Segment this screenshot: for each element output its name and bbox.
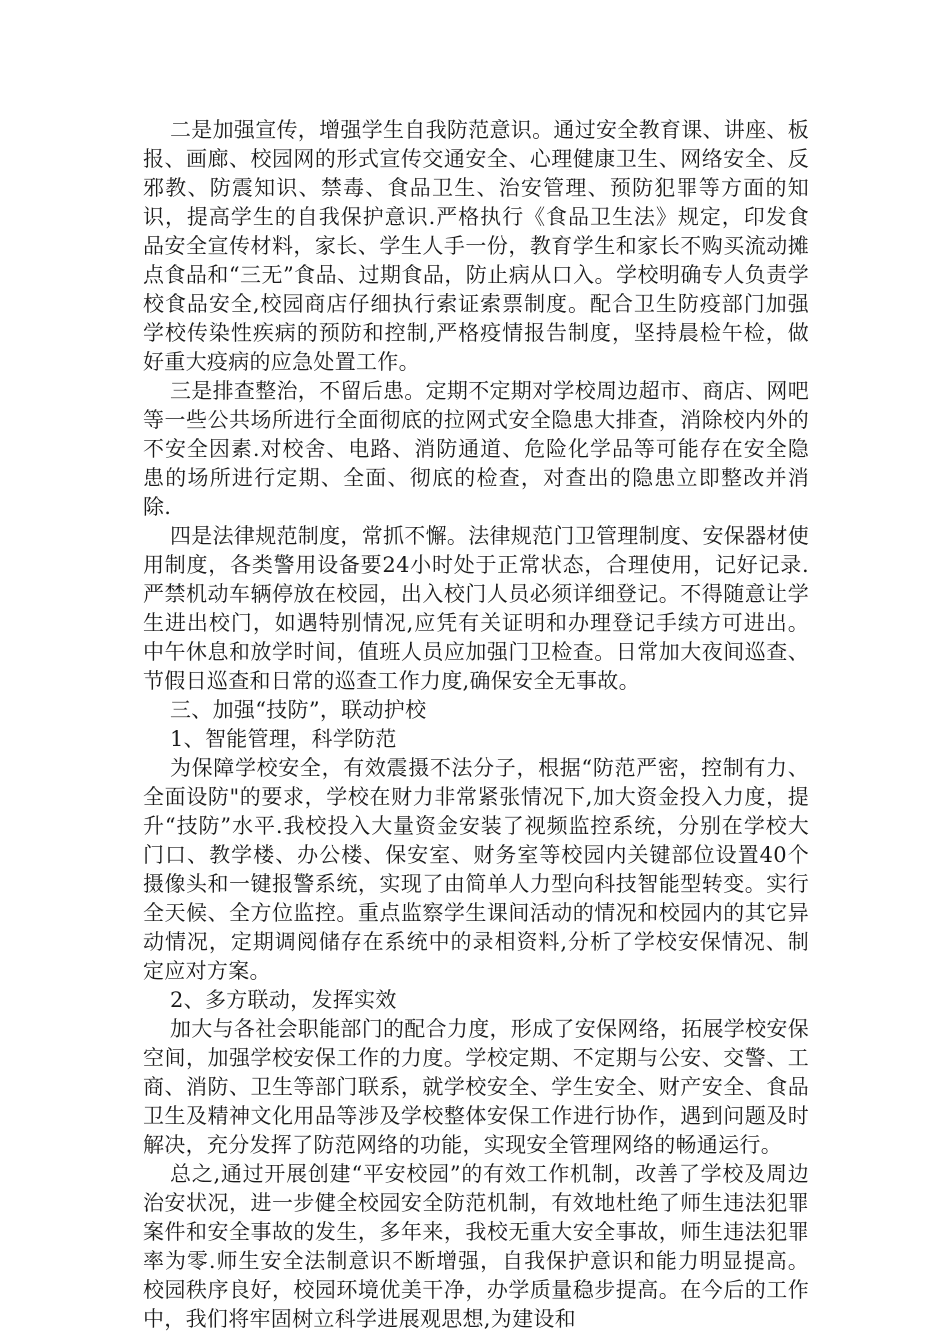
document-page [143,116,809,1334]
subheading-multi-party-linkage: 2、多方联动，发挥实效 [170,988,397,1012]
paragraph-surveillance: 为保障学校安全，有效震摄不法分子，根据“防范严密，控制有力、全面设防"的要求，学校在财力非常紧张情况下,加大资金投入力度，提升“技防”水平.我校投入大量资金安装了视频监控系统，分别在学校大门口、教学楼、办公楼、保安室、财务室等校园内关键部位设置40个摄像头和一键报警系统，实现了由简单人力型向科技智能型转变。实行全天候、全方位监控。重点监察学生课间活动的情况和校园内的其它异动情况，定期调阅储存在系统中的录相资料,分析了学校安保情况、制定应对方案。 [143,756,809,983]
paragraph-publicity: 二是加强宣传，增强学生自我防范意识。通过安全教育课、讲座、板报、画廊、校园网的形式宣传交通安全、心理健康卫生、网络安全、反邪教、防震知识、禁毒、食品卫生、治安管理、预防犯罪等方面的知识，提高学生的自我保护意识.严格执行《食品卫生法》规定，印发食品安全宣传材料，家长、学生人手一份，教育学生和家长不购买流动摊点食品和“三无”食品、过期食品，防止病从口入。学校明确专人负责学校食品安全,校园商店仔细执行索证索票制度。配合卫生防疫部门加强学校传染性疾病的预防和控制,严格疫情报告制度，坚持晨检午检，做好重大疫病的应急处置工作。 [143,118,809,374]
subheading-smart-management: 1、智能管理，科学防范 [170,727,397,751]
section-heading-tech-defense: 三、加强“技防”，联动护校 [170,698,427,722]
paragraph-inspection: 三是排查整治，不留后患。定期不定期对学校周边超市、商店、网吧等一些公共场所进行全面彻底的拉网式安全隐患大排查，消除校内外的不安全因素.对校舍、电路、消防通道、危险化学品等可能存在安全隐患的场所进行定期、全面、彻底的检查，对查出的隐患立即整改并消除. [143,379,809,519]
paragraph-regulations: 四是法律规范制度，常抓不懈。法律规范门卫管理制度、安保器材使用制度，各类警用设备要24小时处于正常状态，合理使用，记好记录.严禁机动车辆停放在校园，出入校门人员必须详细登记。不得随意让学生进出校门，如遇特别情况,应凭有关证明和办理登记手续方可进出。中午休息和放学时间，值班人员应加强门卫检查。日常加大夜间巡查、节假日巡查和日常的巡查工作力度,确保安全无事故。 [143,524,809,693]
paragraph-summary: 总之,通过开展创建“平安校园”的有效工作机制，改善了学校及周边治安状况，进一步健全校园安全防范机制，有效地杜绝了师生违法犯罪案件和安全事故的发生，多年来，我校无重大安全事故，师生违法犯罪率为零.师生安全法制意识不断增强，自我保护意识和能力明显提高。校园秩序良好，校园环境优美干净，办学质量稳步提高。在今后的工作中，我们将牢固树立科学进展观思想,为建设和 [143,1162,809,1331]
paragraph-cooperation: 加大与各社会职能部门的配合力度，形成了安保网络，拓展学校安保空间，加强学校安保工作的力度。学校定期、不定期与公安、交警、工商、消防、卫生等部门联系，就学校安全、学生安全、财产安全、食品卫生及精神文化用品等涉及学校整体安保工作进行协作，遇到问题及时解决，充分发挥了防范网络的功能，实现安全管理网络的畅通运行。 [143,1017,809,1157]
